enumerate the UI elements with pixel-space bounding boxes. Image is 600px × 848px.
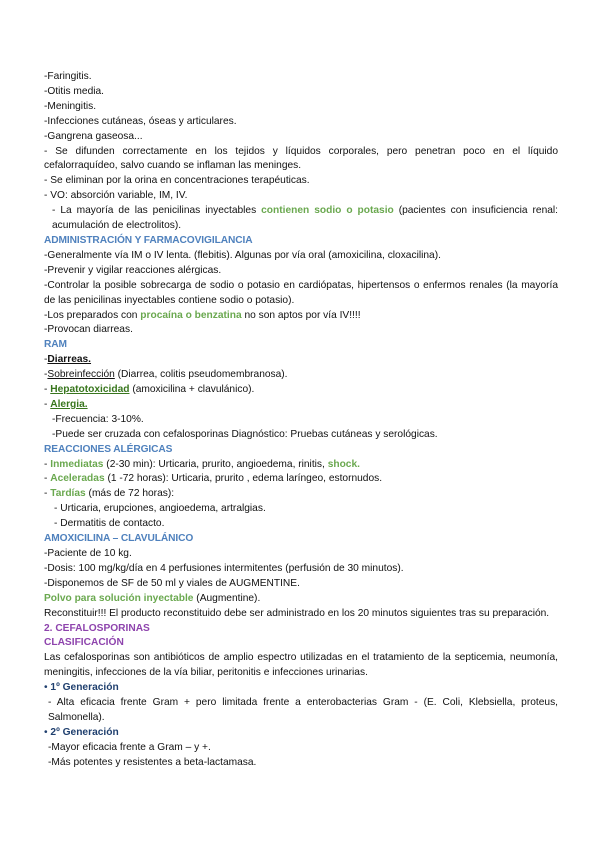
text-line: -Más potentes y resistentes a beta-lactamasa.: [48, 756, 257, 768]
text-line: - Urticaria, erupciones, angioedema, artralgias.: [54, 503, 266, 515]
text-line: - Alergia.: [44, 398, 88, 410]
text-paragraph: - La mayoría de las penicilinas inyectables contienen sodio o potasio (pacientes con insuficiencia renal: acumulación de electrolitos).: [52, 205, 558, 232]
text-line: - VO: absorción variable, IM, IV.: [44, 190, 188, 202]
text-line: - Inmediatas (2-30 min): Urticaria, prurito, angioedema, rinitis, shock.: [44, 458, 360, 470]
text-line: -Mayor eficacia frente a Gram – y +.: [48, 741, 211, 753]
text-line: Polvo para solución inyectable (Augmentine).: [44, 592, 261, 604]
text-line: -Disponemos de SF de 50 ml y viales de AUGMENTINE.: [44, 577, 300, 589]
section-heading: ADMINISTRACIÓN Y FARMACOVIGILANCIA: [44, 234, 253, 246]
text-line: -Faringitis.: [44, 71, 92, 82]
text-line: -Generalmente vía IM o IV lenta. (flebitis). Algunas por vía oral (amoxicilina, cloxacilina).: [44, 249, 441, 261]
text-line: -Provocan diarreas.: [44, 324, 133, 336]
list-heading: • 1º Generación: [44, 682, 119, 694]
section-heading: 2. CEFALOSPORINAS: [44, 622, 150, 634]
text-line: - Se eliminan por la orina en concentraciones terapéuticas.: [44, 175, 310, 187]
text-line: -Paciente de 10 kg.: [44, 548, 132, 559]
text-line: -Otitis media.: [44, 85, 105, 97]
text-line: - Dermatitis de contacto.: [54, 518, 165, 530]
text-line: - Tardías (más de 72 horas):: [44, 488, 175, 500]
text-paragraph: - Alta eficacia frente Gram + pero limitada frente a enterobacterias Gram - (E. Coli, Klebsiella, proteus, Salmonella).: [48, 697, 558, 723]
text-paragraph: Las cefalosporinas son antibióticos de amplio espectro utilizadas en el tratamiento de la septicemia, neumonía, meningitis, infecciones de la vía biliar, peritonitis e infecciones urinarias.: [44, 652, 558, 679]
list-heading: • 2º Generación: [44, 726, 119, 738]
text-line: - Aceleradas (1 -72 horas): Urticaria, prurito , edema laríngeo, estornudos.: [44, 473, 383, 485]
subsection-heading: CLASIFICACIÓN: [44, 637, 124, 649]
text-line: -Meningitis.: [44, 100, 97, 112]
text-line: - Hepatotoxicidad (amoxicilina + clavulánico).: [44, 384, 255, 396]
text-paragraph: - Se difunden correctamente en los tejidos y líquidos corporales, pero penetran poco en el líquido cefalorraquídeo, salvo cuando se inflaman las meninges.: [44, 145, 558, 172]
text-line: -Dosis: 100 mg/kg/día en 4 perfusiones intermitentes (perfusión de 30 minutos).: [44, 562, 404, 574]
text-line: -Frecuencia: 3-10%.: [52, 413, 144, 425]
text-line: -Los preparados con procaína o benzatina no son aptos por vía IV!!!!: [44, 309, 361, 321]
text-line: -Infecciones cutáneas, óseas y articulares.: [44, 115, 237, 127]
text-line: -Prevenir y vigilar reacciones alérgicas.: [44, 264, 222, 276]
section-heading: REACCIONES ALÉRGICAS: [44, 443, 173, 455]
text-paragraph: -Controlar la posible sobrecarga de sodio o potasio en cardiópatas, hipertensos o enfermos renales (la mayoría de las penicilinas inyectables contiene sodio o potasio).: [44, 279, 558, 306]
text-line: -Gangrena gaseosa...: [44, 130, 143, 142]
text-line: -Puede ser cruzada con cefalosporinas Diagnóstico: Pruebas cutáneas y serológicas.: [52, 428, 438, 440]
section-heading: AMOXICILINA – CLAVULÁNICO: [44, 533, 194, 545]
text-line: -Sobreinfección (Diarrea, colitis pseudomembranosa).: [44, 369, 288, 381]
text-line: -Diarreas.: [44, 354, 92, 366]
section-heading: RAM: [44, 339, 67, 351]
text-paragraph: Reconstituir!!! El producto reconstituido debe ser administrado en los 20 minutos siguientes tras su preparación.: [44, 607, 550, 619]
document-page: [44, 70, 558, 771]
